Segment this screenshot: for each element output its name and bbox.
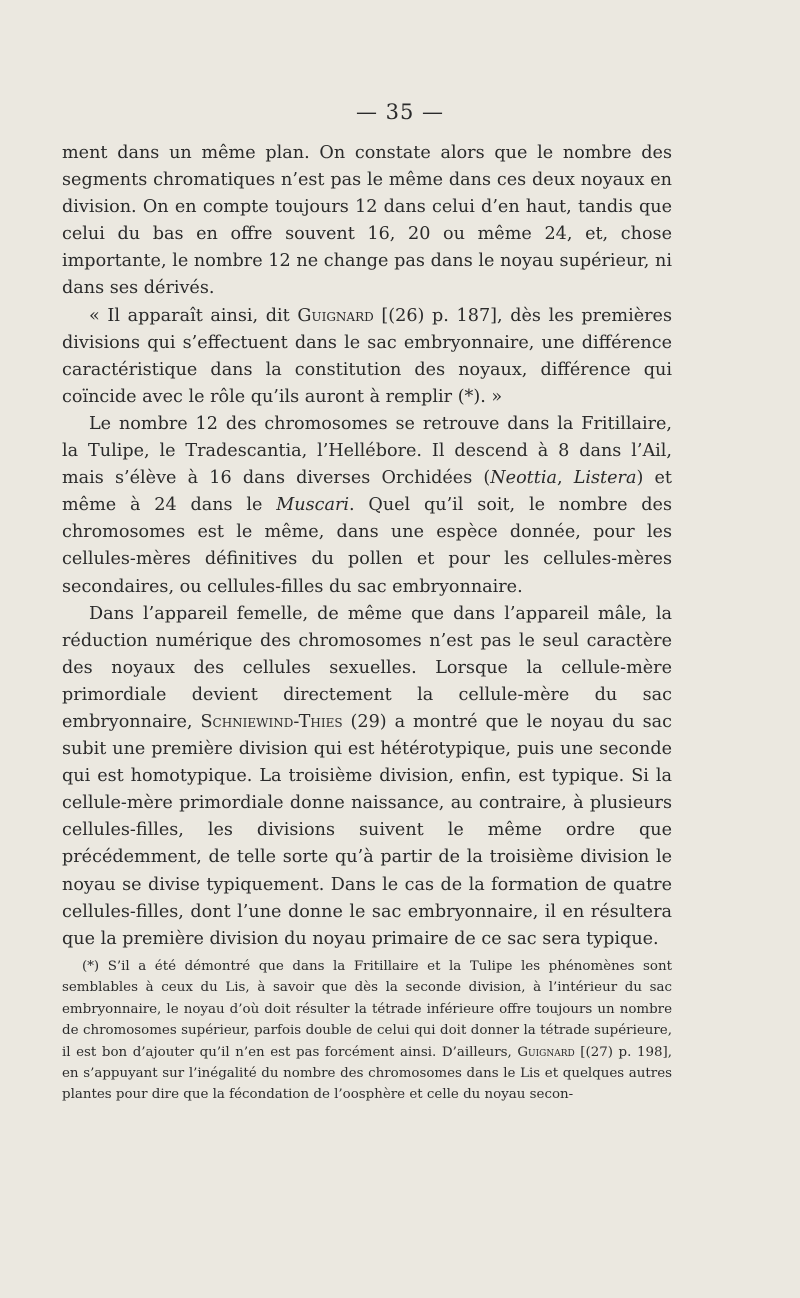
paragraph-2 [62,303,672,411]
paragraph-3-text-c: . Quel qu’il soit, le nombre des chromosomes est le même, dans une espèce donnée, pour les cellules-mères définitives du pollen et pour les cellules-mères secondaires, ou cellules-filles du sac embryonnaire. [62,495,672,597]
paragraph-3-separator: , [556,468,574,489]
footnote [62,956,672,1106]
paragraph-4-text-a: Dans l’appareil femelle, de même que dans l’appareil mâle, la réduction numérique des chromosomes n’est pas le seul caractère des noyaux des cellules sexuelles. Lorsque la cellule-mère primordiale devient directement la cellule-mère du sac embryonnaire, [62,603,672,732]
author-name-guignard: Guignard [297,305,374,326]
paragraph-3-text-b: ) et même à 24 dans le [62,468,672,516]
paragraph-3-text-a: Le nombre 12 des chromosomes se retrouve dans la Fritillaire, la Tulipe, le Tradescantia, l’Hellébore. Il descend à 8 dans l’Ail, mais s’élève à 16 dans diverses Orchidées ( [62,413,672,489]
footnote-text-b: [(27) p. 198], en s’appuyant sur l’inégalité du nombre des chromosomes dans le Lis et quelques autres plantes pour dire que la fécondation de l’oosphère et celle du noyau secon- [62,1044,672,1103]
genus-muscari: Muscari [276,495,349,516]
footnote-text-a: (*) S’il a été démontré que dans la Fritillaire et la Tulipe les phénomènes sont semblables à ceux du Lis, à savoir que dès la seconde division, à l’intérieur du sac embryonnaire, le noyau d’où doit résulter la tétrade inférieure offre toujours un nombre de chromosomes supérieur, parfois double de celui qui doit donner la tétrade supérieure, il est bon d’ajouter qu’il n’en est pas forcément ainsi. D’ailleurs, [62,959,672,1060]
paragraph-4 [62,601,672,953]
footnote-text [62,956,672,1106]
paragraph-3 [62,411,672,601]
page-number: — 35 — [355,100,445,124]
body-text [62,140,672,953]
genus-neottia: Neottia [490,468,557,489]
footnote-author-guignard: Guignard [517,1044,575,1060]
paragraph-2-text-a: « Il apparaît ainsi, dit [89,305,298,326]
paragraph-2-text-b: [(26) p. 187], dès les premières divisions qui s’effectuent dans le sac embryonnaire, une différence caractéristique dans la constitution des noyaux, différence qui coïncide avec le rôle qu’ils auront à remplir (*). » [62,305,672,407]
author-name-schniewind-thies: Schniewind-Thies [200,711,343,732]
genus-listera: Listera [573,468,637,489]
paragraph-4-text-b: (29) a montré que le noyau du sac subit une première division qui est hétérotypique, puis une seconde qui est homotypique. La troisième division, enfin, est typique. Si la cellule-mère primordiale donne naissance, au contraire, à plusieurs cellules-filles, les divisions suivent le même ordre que précédemment, de telle sorte qu’à partir de la troisième division le noyau se divise typiquement. Dans le cas de la formation de quatre cellules-filles, dont l’une donne le sac embryonnaire, il en résultera que la première division du noyau primaire de ce sac sera typique. [62,711,672,949]
paragraph-1: ment dans un même plan. On constate alors que le nombre des segments chromatiques n’est pas le même dans ces deux noyaux en division. On en compte toujours 12 dans celui d’en haut, tandis que celui du bas en offre souvent 16, 20 ou même 24, et, chose importante, le nombre 12 ne change pas dans le noyau supérieur, ni dans ses dérivés. [62,143,672,299]
